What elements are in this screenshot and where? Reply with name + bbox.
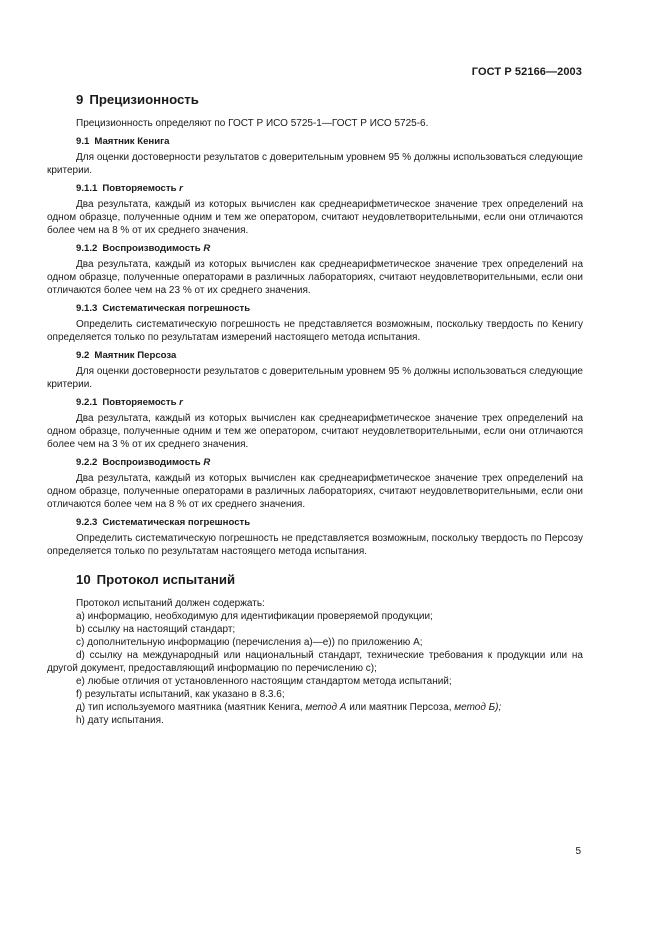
list-item: d) ссылку на международный или национальный стандарт, технические требования к продукции или на другой документ, предоставляющий информацию по перечислению с); — [47, 650, 583, 674]
subsection-number: 9.2.3 — [76, 517, 98, 528]
subsection-9-1-heading — [76, 136, 583, 148]
symbol: R — [203, 457, 211, 468]
list-item: h) дату испытания. — [76, 715, 164, 726]
subsection-number: 9.2.2 — [76, 457, 98, 468]
list-item: e) любые отличия от установленного настоящим стандартом метода испытаний; — [76, 676, 452, 687]
subsection-title: Повторяемость — [102, 183, 177, 194]
paragraph: Для оценки достоверности результатов с доверительным уровнем 95 % должны использоваться следующие критерии. — [47, 152, 583, 176]
section-title: Протокол испытаний — [96, 572, 236, 587]
symbol: r — [179, 397, 183, 408]
document-id: ГОСТ Р 52166—2003 — [471, 66, 582, 78]
section-number: 10 — [76, 572, 91, 587]
list-item — [47, 701, 583, 714]
paragraph: Прецизионность определяют по ГОСТ Р ИСО 5725-1—ГОСТ Р ИСО 5725-6. — [76, 118, 429, 129]
subsection-title: Воспроизводимость — [102, 243, 201, 254]
section-title: Прецизионность — [89, 92, 199, 107]
subsection-title: Повторяемость — [102, 397, 177, 408]
subsection-number: 9.1.3 — [76, 303, 98, 314]
symbol: R — [203, 243, 211, 254]
subsection-number: 9.1.1 — [76, 183, 98, 194]
list-item: c) дополнительную информацию (перечисления а)—е)) по приложению А; — [76, 637, 423, 648]
section-9-heading — [76, 92, 583, 108]
list-item: b) ссылку на настоящий стандарт; — [76, 624, 236, 635]
page-number: 5 — [575, 846, 581, 857]
subsection-9-2-1-heading — [76, 397, 583, 409]
paragraph: Два результата, каждый из которых вычислен как среднеарифметическое значение трех определений на одном образце, полученные одним и тем же оператором, считают неудовлетворительными, если они отличаются более чем на 8 % от их среднего значения. — [47, 199, 583, 236]
section-number: 9 — [76, 92, 84, 107]
list-item-text: или маятник Персоза, — [346, 702, 455, 713]
paragraph: Определить систематическую погрешность не представляется возможным, поскольку твердость по Кенигу определяется только по результатам измерений настоящего метода испытания. — [47, 319, 583, 343]
subsection-title: Систематическая погрешность — [102, 303, 251, 314]
subsection-title: Маятник Персоза — [94, 350, 177, 361]
section-10-heading — [76, 572, 583, 588]
paragraph: Два результата, каждый из которых вычислен как среднеарифметическое значение трех определений на одном образце, полученные операторами в различных лабораториях, считают неудовлетворительными, если они отличаются более чем на 8 % от их среднего значения. — [47, 473, 583, 510]
paragraph: Два результата, каждый из которых вычислен как среднеарифметическое значение трех определений на одном образце, полученные операторами в различных лабораториях, считают неудовлетворительными, если они отличаются более чем на 23 % от их среднего значения. — [47, 259, 583, 296]
subsection-number: 9.2.1 — [76, 397, 98, 408]
symbol: r — [179, 183, 183, 194]
list-item: a) информацию, необходимую для идентификации проверяемой продукции; — [76, 611, 433, 622]
list-item-text: д) тип используемого маятника (маятник Кенига, — [76, 702, 306, 713]
subsection-9-2-heading — [76, 350, 583, 362]
subsection-title: Воспроизводимость — [102, 457, 201, 468]
subsection-9-2-3-heading — [76, 517, 583, 529]
list-item: f) результаты испытаний, как указано в 8.3.6; — [76, 689, 285, 700]
subsection-number: 9.1 — [76, 136, 90, 147]
subsection-title: Систематическая погрешность — [102, 517, 251, 528]
subsection-9-1-3-heading — [76, 303, 583, 315]
paragraph: Определить систематическую погрешность не представляется возможным, поскольку твердость по Персозу определяется только по результатам настоящего метода испытания. — [47, 533, 583, 557]
paragraph: Два результата, каждый из которых вычислен как среднеарифметическое значение трех определений на одном образце, полученные одним и тем же оператором, считают неудовлетворительными, если они отличаются более чем на 3 % от их среднего значения. — [47, 413, 583, 450]
method-name: метод Б); — [454, 702, 502, 713]
paragraph: Для оценки достоверности результатов с доверительным уровнем 95 % должны использоваться следующие критерии. — [47, 366, 583, 390]
subsection-9-1-2-heading — [76, 243, 583, 255]
subsection-9-1-1-heading — [76, 183, 583, 195]
subsection-number: 9.2 — [76, 350, 90, 361]
subsection-number: 9.1.2 — [76, 243, 98, 254]
subsection-9-2-2-heading — [76, 457, 583, 469]
paragraph: Протокол испытаний должен содержать: — [76, 598, 265, 609]
method-name: метод А — [305, 702, 347, 713]
page-content — [47, 92, 583, 727]
subsection-title: Маятник Кенига — [94, 136, 170, 147]
